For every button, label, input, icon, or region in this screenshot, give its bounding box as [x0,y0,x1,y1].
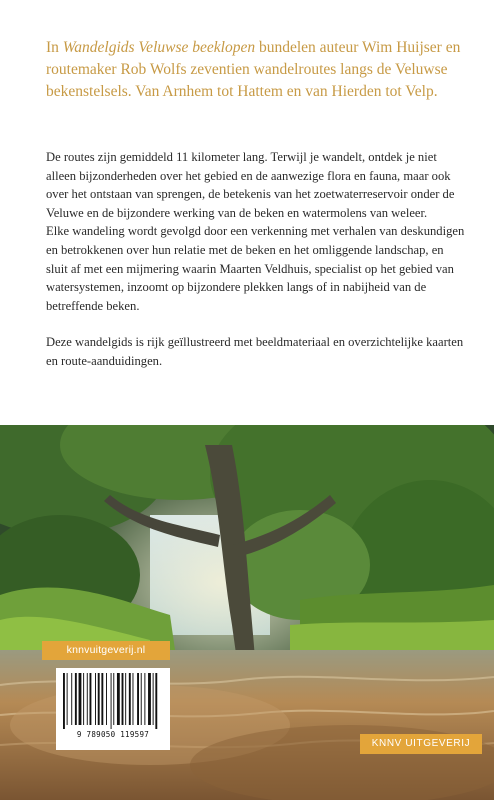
barcode-bar [75,673,77,725]
barcode-bar [101,673,103,725]
barcode-bar [137,673,139,725]
barcode-bar [79,673,82,725]
barcode-bar [106,673,107,725]
paragraph-routes: De routes zijn gemiddeld 11 kilometer lang. Terwijl je wandelt, ontdek je niet alleen bijzonderheden over het gebied en de aanwezige flora en fauna, maar ook over het ontstaan van sprengen, de betekenis van het zoetwaterreservoir onder de Veluwe en de bijzondere werking van de beken en watermolens van weleer. [46,150,455,220]
barcode-bar [133,673,134,725]
intro-lead: In [46,39,59,56]
barcode-bar [113,673,114,725]
barcode-bar [95,673,96,725]
barcode-bar [111,673,112,729]
intro-rest: bundelen auteur Wim Huijser en routemaker Rob Wolfs zeventien wandelroutes langs de Veluwse bekenstelsels. Van Arnhem tot Hattem en van Hierden tot Velp. [46,39,461,100]
description-text [46,148,466,371]
barcode-bar [129,673,131,725]
isbn-barcode [56,668,170,750]
barcode-bar [153,673,154,725]
barcode-bar [90,673,92,725]
barcode-bars [63,673,163,729]
intro-paragraph [46,37,466,103]
book-title: Wandelgids Veluwse beeklopen [62,39,256,56]
publisher-badge: KNNV UITGEVERIJ [360,734,482,754]
barcode-bar [122,673,124,725]
barcode-bar [148,673,151,725]
paragraph-illustraties: Deze wandelgids is rijk geïllustreerd met beeldmateriaal en overzichtelijke kaarten en route-aanduidingen. [46,335,464,368]
barcode-bar [155,673,157,729]
barcode-bar [117,673,120,725]
barcode-bar [141,673,142,725]
website-badge: knnvuitgeverij.nl [42,641,170,660]
barcode-bar [71,673,72,725]
barcode-bar [87,673,88,725]
barcode-bar [83,673,84,725]
barcode-number: 9 789050 119597 [76,730,150,739]
barcode-bar [98,673,100,725]
barcode-bar [144,673,145,725]
barcode-bar [125,673,126,725]
barcode-bar [63,673,65,729]
barcode-bar [67,673,68,725]
paragraph-wandeling: Elke wandeling wordt gevolgd door een verkenning met verhalen van deskundigen en betrokkenen over hun relatie met de beken en het omliggende landschap, en sluit af met een mijmering waarin Maarten Veldhuis, specialist op het gebied van watersystemen, inzoomt op bijzondere plekken langs of in nabijheid van de betreffende beken. [46,224,465,313]
